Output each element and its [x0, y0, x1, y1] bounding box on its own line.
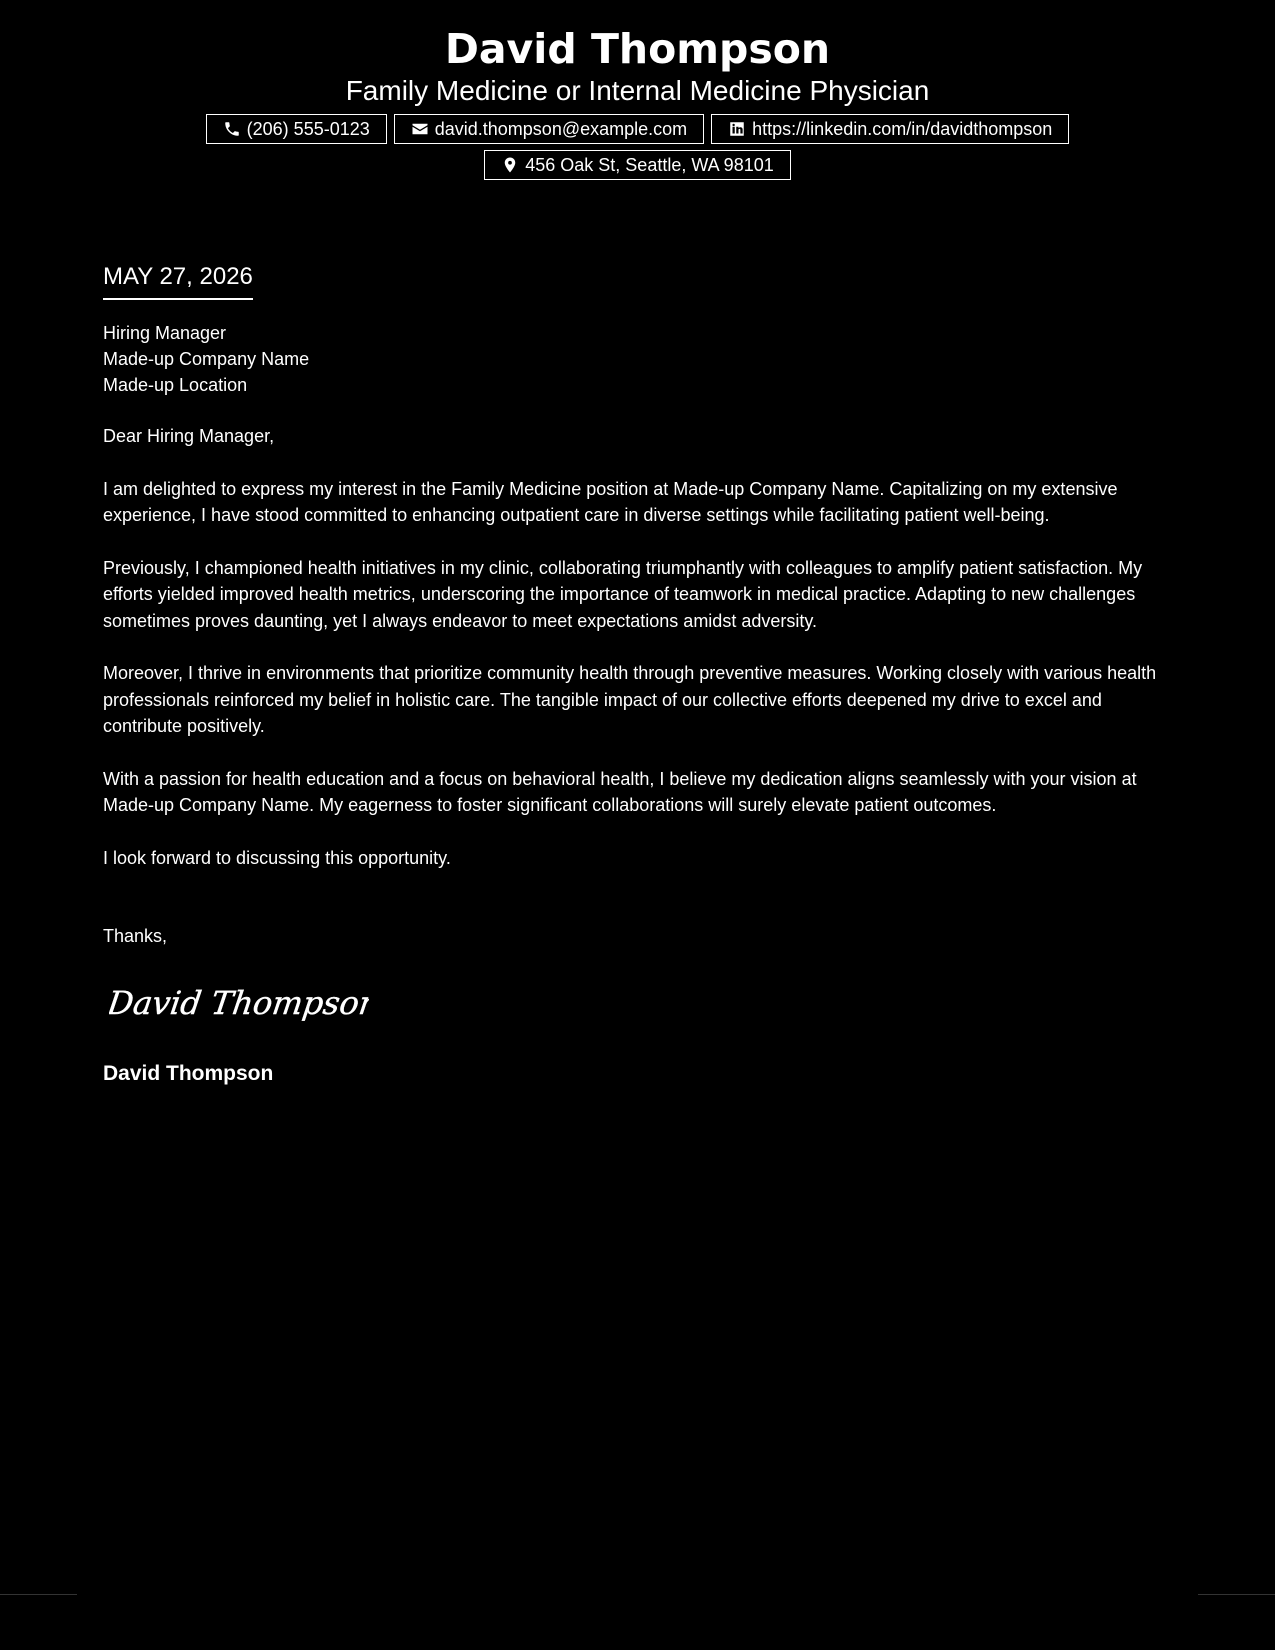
applicant-title: Family Medicine or Internal Medicine Physician: [345, 75, 930, 106]
paragraph: With a passion for health education and a focus on behavioral health, I believe my dedication aligns seamlessly with your vision at Made-up Company Name. My eagerness to foster significant collaborations will surely elevate patient outcomes.: [103, 768, 1137, 815]
recipient-line: Made-up Company Name: [103, 349, 310, 369]
phone-chip[interactable]: [206, 114, 387, 144]
paragraph: Previously, I championed health initiatives in my clinic, collaborating triumphantly with colleagues to amplify patient satisfaction. My efforts yielded improved health metrics, underscoring the importance of teamwork in medical practice. Adapting to new challenges sometimes proves daunting, yet I always endeavor to meet expectations amidst adversity.: [103, 557, 1143, 631]
phone-text: (206) 555-0123: [246, 119, 370, 139]
envelope-icon: [411, 120, 429, 138]
phone-icon: [223, 120, 241, 138]
letter-date: MAY 27, 2026: [103, 262, 253, 300]
letter-body: [103, 262, 1183, 1087]
paragraph: I look forward to discussing this opportunity.: [103, 847, 451, 868]
svg-text:David Thompson: David Thompson: [109, 983, 369, 1022]
email-text: david.thompson@example.com: [434, 119, 688, 139]
salutation: Dear Hiring Manager,: [103, 426, 275, 446]
footer-rule-left: [0, 1594, 77, 1595]
paragraph: Moreover, I thrive in environments that prioritize community health through preventive measures. Working closely with various health professionals reinforced my belief in holistic care. The tangible impact of our collective efforts deepened my drive to excel and contribute positively.: [103, 663, 1157, 736]
applicant-name: David Thompson: [444, 25, 831, 73]
address-chip[interactable]: [484, 150, 790, 180]
recipient-line: Made-up Location: [103, 375, 248, 395]
signature-image: [109, 980, 369, 1028]
paragraph: I am delighted to express my interest in the Family Medicine position at Made-up Company Name. Capitalizing on my extensive experience, I have stood committed to enhancing outpatient care in diverse settings while facilitating patient well-being.: [103, 478, 1118, 525]
address-text: 456 Oak St, Seattle, WA 98101: [525, 155, 774, 175]
letter-header: [0, 0, 1275, 180]
contact-row: [0, 114, 1275, 144]
closing: Thanks,: [103, 926, 168, 946]
email-chip[interactable]: [394, 114, 704, 144]
linkedin-icon: [728, 120, 746, 138]
linkedin-text: https://linkedin.com/in/davidthompson: [752, 119, 1053, 139]
footer-rule-right: [1198, 1594, 1275, 1595]
linkedin-chip[interactable]: [711, 114, 1069, 144]
signer-name: David Thompson: [103, 1061, 274, 1085]
recipient-line: Hiring Manager: [103, 323, 227, 343]
handwritten-signature: [109, 980, 1183, 1033]
map-pin-icon: [501, 156, 519, 174]
recipient-block: [103, 320, 1183, 398]
